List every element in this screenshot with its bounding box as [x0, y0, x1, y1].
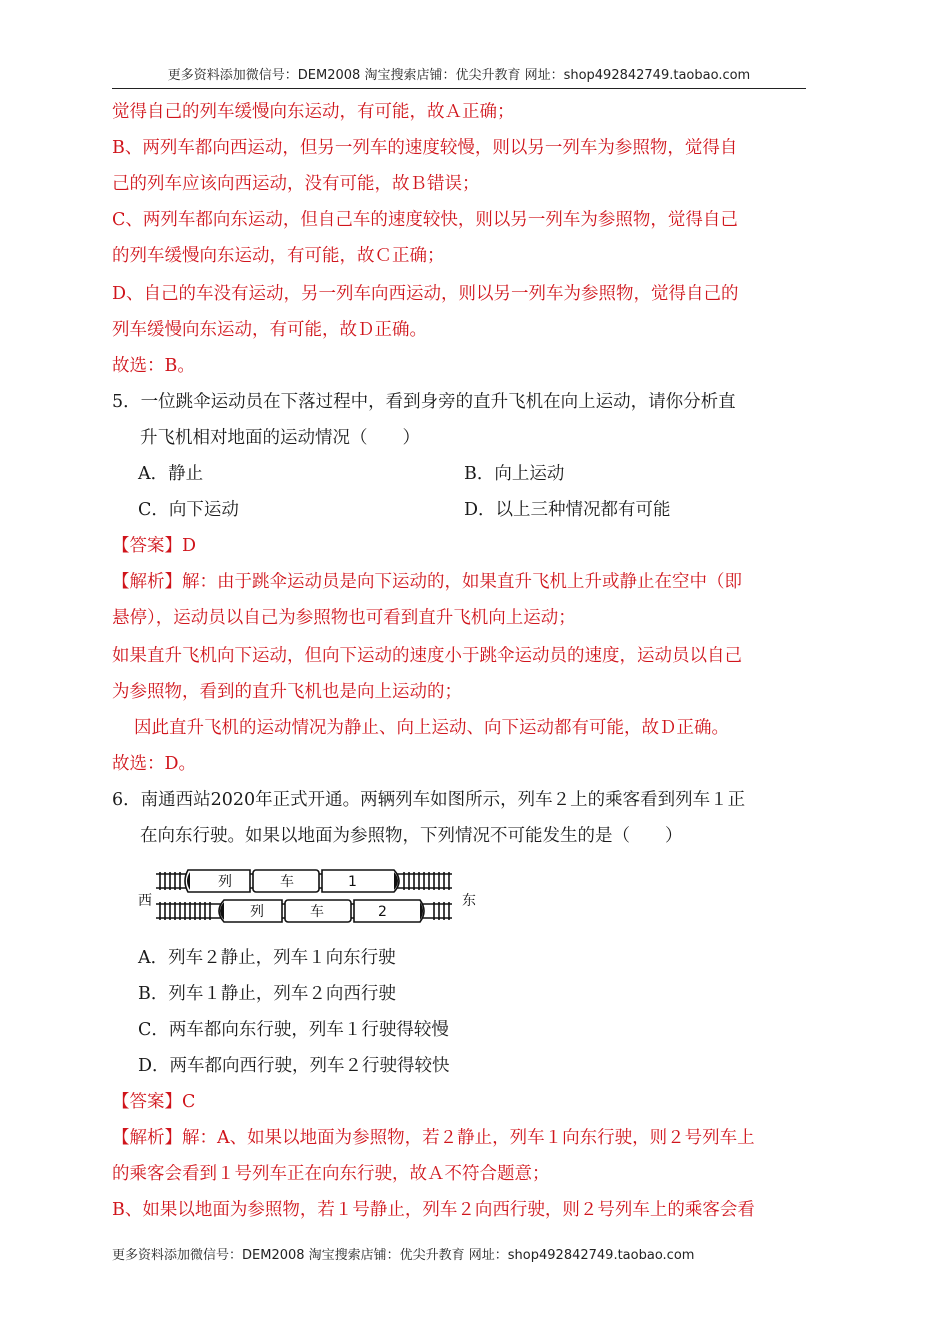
explanation-line: 己的列车应该向西运动，没有可能，故Ｂ错误；	[112, 174, 480, 194]
q5-analysis	[112, 570, 812, 594]
explanation-line: B、两列车都向西运动，但另一列车的速度较慢，则以另一列车为参照物，觉得自	[112, 138, 738, 158]
analysis-label: 【解析】	[112, 1128, 182, 1148]
q5-answer	[112, 534, 812, 558]
east-label: 东	[462, 893, 476, 909]
train-2	[219, 900, 424, 922]
train-1-car-3: 1	[348, 874, 357, 890]
explanation-line: D、自己的车没有运动，另一列车向西运动，则以另一列车为参照物，觉得自己的	[112, 284, 739, 304]
train-diagram	[132, 864, 482, 926]
answer-value: C	[182, 1092, 196, 1112]
explanation-line: 列车缓慢向东运动，有可能，故Ｄ正确。	[112, 320, 427, 340]
train-2-car-1: 列	[250, 904, 264, 920]
question-6-stem-cont: 在向东行驶。如果以地面为参照物，下列情况不可能发生的是（ ）	[140, 826, 683, 846]
answer-label: 【答案】	[112, 1092, 182, 1112]
q5-analysis-line: 因此直升飞机的运动情况为静止、向上运动、向下运动都有可能，故Ｄ正确。	[134, 718, 729, 738]
analysis-label: 【解析】	[112, 572, 182, 592]
q5-choice: 故选：D。	[112, 754, 197, 774]
analysis-text: 解：由于跳伞运动员是向下运动的，如果直升飞机上升或静止在空中（即	[182, 572, 742, 592]
q6-option-a: A．列车２静止，列车１向东行驶	[138, 948, 396, 968]
explanation-choice: 故选：B。	[112, 356, 195, 376]
q5-option-b: B．向上运动	[464, 464, 565, 484]
q6-analysis	[112, 1126, 812, 1150]
answer-value: D	[182, 536, 197, 556]
q5-analysis-line: 为参照物，看到的直升飞机也是向上运动的；	[112, 682, 462, 702]
train-2-car-3: 2	[378, 904, 387, 920]
q6-analysis-line: B、如果以地面为参照物，若１号静止，列车２向西行驶，则２号列车上的乘客会看	[112, 1200, 755, 1220]
q5-option-a: A．静止	[138, 464, 204, 484]
header-divider	[112, 88, 806, 89]
page-header: 更多资料添加微信号：DEM2008 淘宝搜索店铺：优尖升教育 网址：shop492842749.taobao.com	[167, 68, 751, 83]
train-1-car-1: 列	[218, 874, 232, 890]
explanation-line: 的列车缓慢向东运动，有可能，故Ｃ正确；	[112, 246, 445, 266]
q6-option-c: C．两车都向东行驶，列车１行驶得较慢	[138, 1020, 449, 1040]
question-5-stem: 5．一位跳伞运动员在下落过程中，看到身旁的直升飞机在向上运动，请你分析直	[112, 392, 736, 412]
analysis-text: 解：A、如果以地面为参照物，若２静止，列车１向东行驶，则２号列车上	[182, 1128, 755, 1148]
q5-option-d: D．以上三种情况都有可能	[464, 500, 671, 520]
q6-answer	[112, 1090, 812, 1114]
explanation-line: 觉得自己的列车缓慢向东运动，有可能，故Ａ正确；	[112, 102, 515, 122]
page-footer: 更多资料添加微信号：DEM2008 淘宝搜索店铺：优尖升教育 网址：shop492842749.taobao.com	[112, 1248, 695, 1263]
q5-option-c: C．向下运动	[138, 500, 239, 520]
train-1	[185, 870, 399, 892]
west-label: 西	[138, 893, 152, 909]
q5-analysis-line: 悬停），运动员以自己为参照物也可看到直升飞机向上运动；	[112, 608, 576, 628]
q5-analysis-line: 如果直升飞机向下运动，但向下运动的速度小于跳伞运动员的速度，运动员以自己	[112, 646, 742, 666]
question-6-stem: 6．南通西站2020年正式开通。两辆列车如图所示，列车２上的乘客看到列车１正	[112, 790, 746, 810]
explanation-line: C、两列车都向东运动，但自己车的速度较快，则以另一列车为参照物，觉得自己	[112, 210, 738, 230]
train-2-car-2: 车	[310, 904, 324, 920]
q6-option-d: D．两车都向西行驶，列车２行驶得较快	[138, 1056, 450, 1076]
q6-option-b: B．列车１静止，列车２向西行驶	[138, 984, 396, 1004]
train-1-car-2: 车	[280, 874, 294, 890]
train-figure	[132, 864, 482, 926]
answer-label: 【答案】	[112, 536, 182, 556]
question-5-stem-cont: 升飞机相对地面的运动情况（ ）	[140, 428, 420, 448]
q6-analysis-line: 的乘客会看到１号列车正在向东行驶，故Ａ不符合题意；	[112, 1164, 550, 1184]
